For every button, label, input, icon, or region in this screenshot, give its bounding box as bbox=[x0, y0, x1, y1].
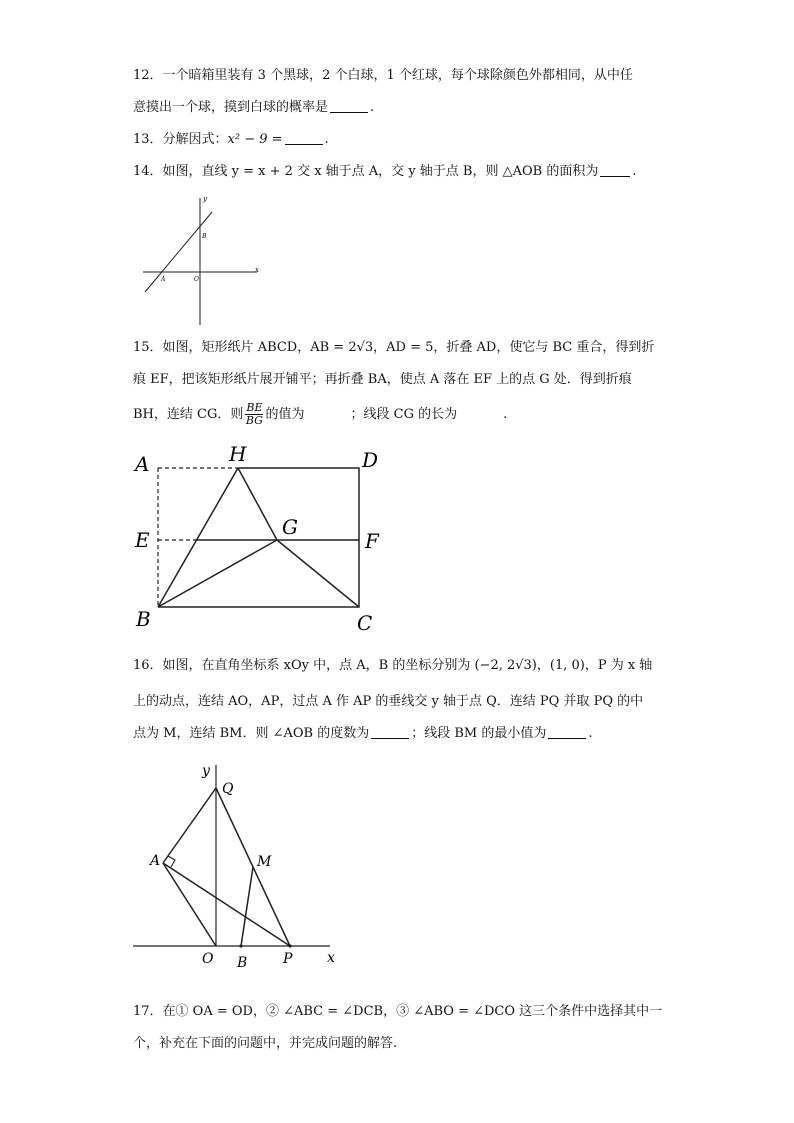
q15-figure bbox=[125, 440, 395, 640]
q16-line1: 16．如图，在直角坐标系 xOy 中，点 A，B 的坐标分别为 (−2, 2√3)，(1, 0)，P 为 x 轴 bbox=[133, 658, 653, 673]
q15-segment-HG bbox=[238, 468, 277, 540]
q14-label-x: x bbox=[255, 266, 259, 274]
q16-segment-BM bbox=[241, 867, 253, 946]
q12-end: . bbox=[370, 100, 375, 115]
q15-line3-c: ；线段 CG 的长为 bbox=[350, 407, 458, 422]
q16-label-O: O bbox=[202, 951, 214, 967]
q16-line2: 上的动点，连结 AO，AP，过点 A 作 AP 的垂线交 y 轴于点 Q．连结 PQ 并取 PQ 的中 bbox=[133, 694, 644, 709]
q16-line3-a: 点为 M，连结 BM．则 ∠AOB 的度数为 bbox=[133, 726, 370, 741]
q16-label-M: M bbox=[257, 854, 272, 870]
fraction-denominator: BG bbox=[245, 414, 263, 427]
q15-fraction bbox=[245, 402, 263, 427]
q15-line2: 痕 EF，把该矩形纸片展开铺平；再折叠 BA，使点 A 落在 EF 上的点 G 处．得到折痕 bbox=[133, 372, 632, 387]
q15-line1: 15．如图，矩形纸片 ABCD，AB = 2√3，AD = 5，折叠 AD，使它与 BC 重合，得到折 bbox=[133, 340, 655, 355]
q15-end: . bbox=[503, 407, 508, 422]
q15-label-G: G bbox=[282, 515, 298, 539]
q15-line3-b: 的值为 bbox=[265, 407, 305, 422]
q16-figure bbox=[125, 755, 355, 975]
q12-line2-text: 意摸出一个球，摸到白球的概率是 bbox=[133, 100, 329, 115]
q15-label-F: F bbox=[365, 529, 379, 553]
q16-right-angle-mark bbox=[168, 856, 175, 867]
answer-blank bbox=[371, 726, 409, 739]
q16-label-P: P bbox=[283, 951, 293, 967]
q15-line3-a: BH，连结 CG．则 bbox=[133, 407, 244, 422]
q16-end: . bbox=[588, 726, 593, 741]
q14-figure bbox=[135, 190, 265, 330]
q15-segment-BH bbox=[158, 468, 238, 607]
q17-line1: 17．在① OA = OD，② ∠ABC = ∠DCB，③ ∠ABO = ∠DCO 这三个条件中选择其中一 bbox=[133, 1004, 663, 1019]
q16-segment-AQ bbox=[163, 788, 216, 863]
q17-line2: 个，补充在下面的问题中，并完成问题的解答. bbox=[133, 1036, 398, 1051]
answer-blank bbox=[285, 132, 323, 145]
q15-segment-GC bbox=[277, 540, 359, 607]
q14-label-y: y bbox=[203, 195, 207, 203]
q14-label-O: O bbox=[194, 276, 199, 283]
q15-label-H: H bbox=[229, 442, 247, 466]
q14-end: . bbox=[632, 164, 637, 179]
q12-line1: 12．一个暗箱里装有 3 个黑球，2 个白球，1 个红球，每个球除颜色外都相同，从中任 bbox=[133, 68, 633, 83]
q16-point-B bbox=[239, 944, 242, 947]
q16-line3 bbox=[133, 724, 592, 744]
q15-label-A: A bbox=[135, 452, 150, 476]
q16-label-A: A bbox=[150, 853, 161, 869]
q16-point-P bbox=[288, 944, 291, 947]
q16-label-x: x bbox=[327, 950, 335, 966]
q16-label-Q: Q bbox=[222, 781, 234, 797]
q15-line3 bbox=[133, 400, 507, 430]
answer-blank bbox=[600, 164, 630, 177]
q14-label-B: B bbox=[202, 233, 207, 240]
q15-label-B: B bbox=[136, 607, 151, 631]
q15-label-D: D bbox=[362, 448, 379, 472]
q14-label-A: A bbox=[161, 276, 166, 283]
q16-line3-b: ；线段 BM 的最小值为 bbox=[411, 726, 547, 741]
q15-rectangle bbox=[158, 468, 359, 607]
answer-blank bbox=[548, 726, 586, 739]
q15-label-C: C bbox=[357, 611, 373, 635]
q16-label-y: y bbox=[202, 763, 210, 779]
q13-end: . bbox=[324, 132, 329, 147]
answer-blank bbox=[330, 100, 368, 113]
q14-line-graph bbox=[145, 212, 212, 292]
q12-line2 bbox=[133, 98, 374, 118]
q16-label-B: B bbox=[237, 955, 248, 971]
q15-segment-BG bbox=[158, 540, 277, 607]
q16-segment-AO bbox=[163, 863, 216, 946]
q13-expression: x² − 9 = bbox=[227, 132, 283, 147]
q15-label-E: E bbox=[135, 528, 150, 552]
q14-text: 14．如图，直线 y = x + 2 交 x 轴于点 A，交 y 轴于点 B，则 △AOB 的面积为 bbox=[133, 164, 599, 179]
fraction-numerator: BE bbox=[246, 401, 263, 414]
q13-line bbox=[133, 130, 329, 150]
q13-text: 13．分解因式： bbox=[133, 132, 228, 147]
q14-line bbox=[133, 162, 636, 182]
